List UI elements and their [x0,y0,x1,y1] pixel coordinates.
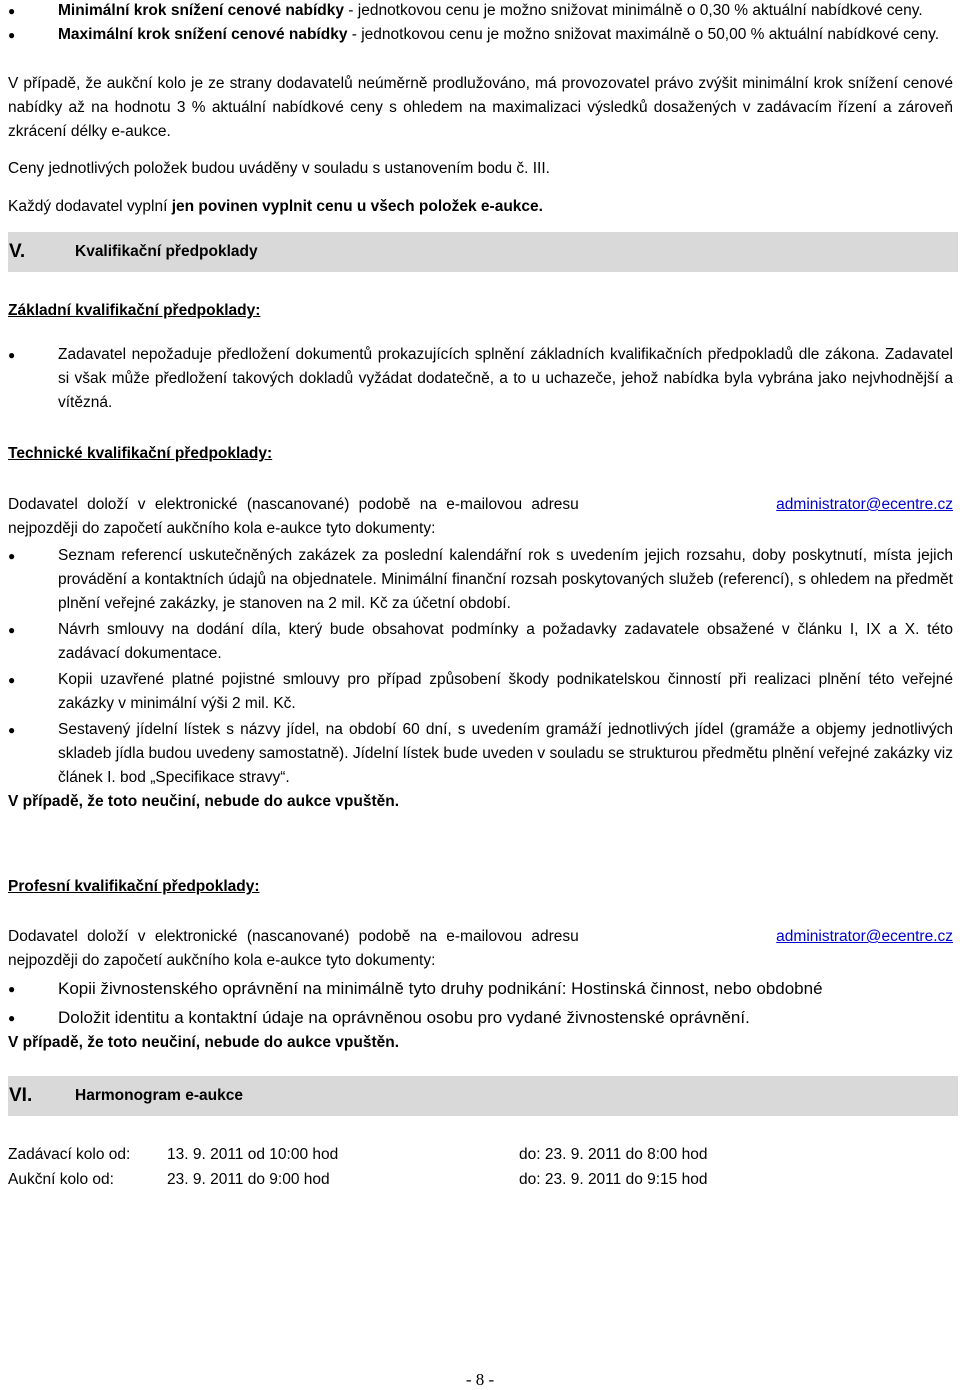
professional-documents-list [8,976,953,1031]
basic-qualification-list [8,343,953,415]
professional-intro: Dodavatel doloží v elektronické (nascanované) podobě na e-mailovou adresu administrator@ecentre.cz [8,925,953,949]
list-item: ● Zadavatel nepožaduje předložení dokumentů prokazujících splnění základních kvalifikačních předpokladů dle zákona. Zadavatel si však může předložení takových dokladů vyžádat dodatečně, a to u uchazeče, jehož nabídka byla vybrána jako nejvhodnější a vítězná. [8,343,953,415]
section-number: V. [9,241,26,262]
section-title: Kvalifikační předpoklady [75,243,258,260]
professional-qualification-heading: Profesní kvalifikační předpoklady: [8,878,260,895]
schedule-table [8,1142,707,1192]
paragraph-prices: Ceny jednotlivých položek budou uváděny v souladu s ustanovením bodu č. III. [8,160,550,177]
technical-intro: Dodavatel doloží v elektronické (nascanované) podobě na e-mailovou adresu administrator@ecentre.cz [8,493,953,517]
professional-intro-line2: nejpozději do započetí aukčního kola e-aukce tyto dokumenty: [8,952,436,969]
technical-qualification-heading: Technické kvalifikační předpoklady: [8,445,273,462]
document-page [8,0,953,1192]
list-item: ● Kopii uzavřené platné pojistné smlouvy pro případ způsobení škody podnikatelskou činností při realizaci plnění této veřejné zakázky v minimální výši 2 mil. Kč. [8,668,953,716]
list-item: ● Seznam referencí uskutečněných zakázek za poslední kalendářní rok s uvedením jejich rozsahu, doby poskytnutí, místa jejich provádění a kontaktních údajů na objednatele. Minimální finanční rozsah poskytovaných služeb (referencí), s ohledem na předmět plnění veřejné zakázky, je stanoven na 2 mil. Kč za účetní období. [8,544,953,616]
paragraph-obligation: Každý dodavatel vyplní jen povinen vyplnit cenu u všech položek e-aukce. [8,198,543,215]
section-header-vi [8,1076,958,1116]
page-number: - 8 - [465,1370,495,1389]
list-item: ● Kopii živnostenského oprávnění na minimálně tyto druhy podnikání: Hostinská činnost, nebo obdobné [8,976,953,1002]
list-item: ● Návrh smlouvy na dodání díla, který bude obsahovat podmínky a požadavky zadavatele obsažené v článku I, IX a X. této zadávací dokumentace. [8,618,953,666]
list-item: ● Sestavený jídelní lístek s názvy jídel, na období 60 dní, s uvedením gramáží jednotlivých jídel (gramáže a objemy jednotlivých skladeb jídla budou uvedeny samostatně). Jídelní lístek bude uveden v souladu se strukturou předmětu plnění veřejné zakázky viz článek I. bod „Specifikace stravy“. [8,718,953,790]
basic-qualification-heading: Základní kvalifikační předpoklady: [8,302,261,319]
list-item: ● Doložit identitu a kontaktní údaje na oprávněnou osobu pro vydané živnostenské oprávnění. [8,1005,953,1031]
email-link[interactable]: administrator@ecentre.cz [776,496,953,513]
technical-intro-line2: nejpozději do započetí aukčního kola e-aukce tyto dokumenty: [8,520,436,537]
table-row: Aukční kolo od: 23. 9. 2011 do 9:00 hod do: 23. 9. 2011 do 9:15 hod [8,1171,708,1188]
list-item: ● Minimální krok snížení cenové nabídky - jednotkovou cenu je možno snižovat minimálně o 0,30 % aktuální nabídkové ceny. [8,0,953,23]
technical-documents-list [8,544,953,790]
technical-warning: V případě, že toto neučiní, nebude do aukce vpuštěn. [8,793,400,810]
list-item: ● Maximální krok snížení cenové nabídky - jednotkovou cenu je možno snižovat maximálně o 50,00 % aktuální nabídkové ceny. [8,23,953,47]
professional-warning: V případě, že toto neučiní, nebude do aukce vpuštěn. [8,1034,400,1051]
section-number: VI. [9,1085,33,1106]
paragraph-extension: V případě, že aukční kolo je ze strany dodavatelů neúměrně prodlužováno, má provozovatel právo zvýšit minimální krok snížení cenové nabídky až na hodnotu 3 % aktuální nabídkové ceny s ohledem na maximalizaci výsledků dosažených v zadávacím řízení a zároveň zkrácení délky e-aukce. [8,75,953,140]
email-link[interactable]: administrator@ecentre.cz [776,928,953,945]
section-header-v [8,232,958,272]
auction-step-list [8,0,953,47]
section-title: Harmonogram e-aukce [75,1087,243,1104]
table-row: Zadávací kolo od: 13. 9. 2011 od 10:00 hod do: 23. 9. 2011 do 8:00 hod [8,1146,708,1163]
